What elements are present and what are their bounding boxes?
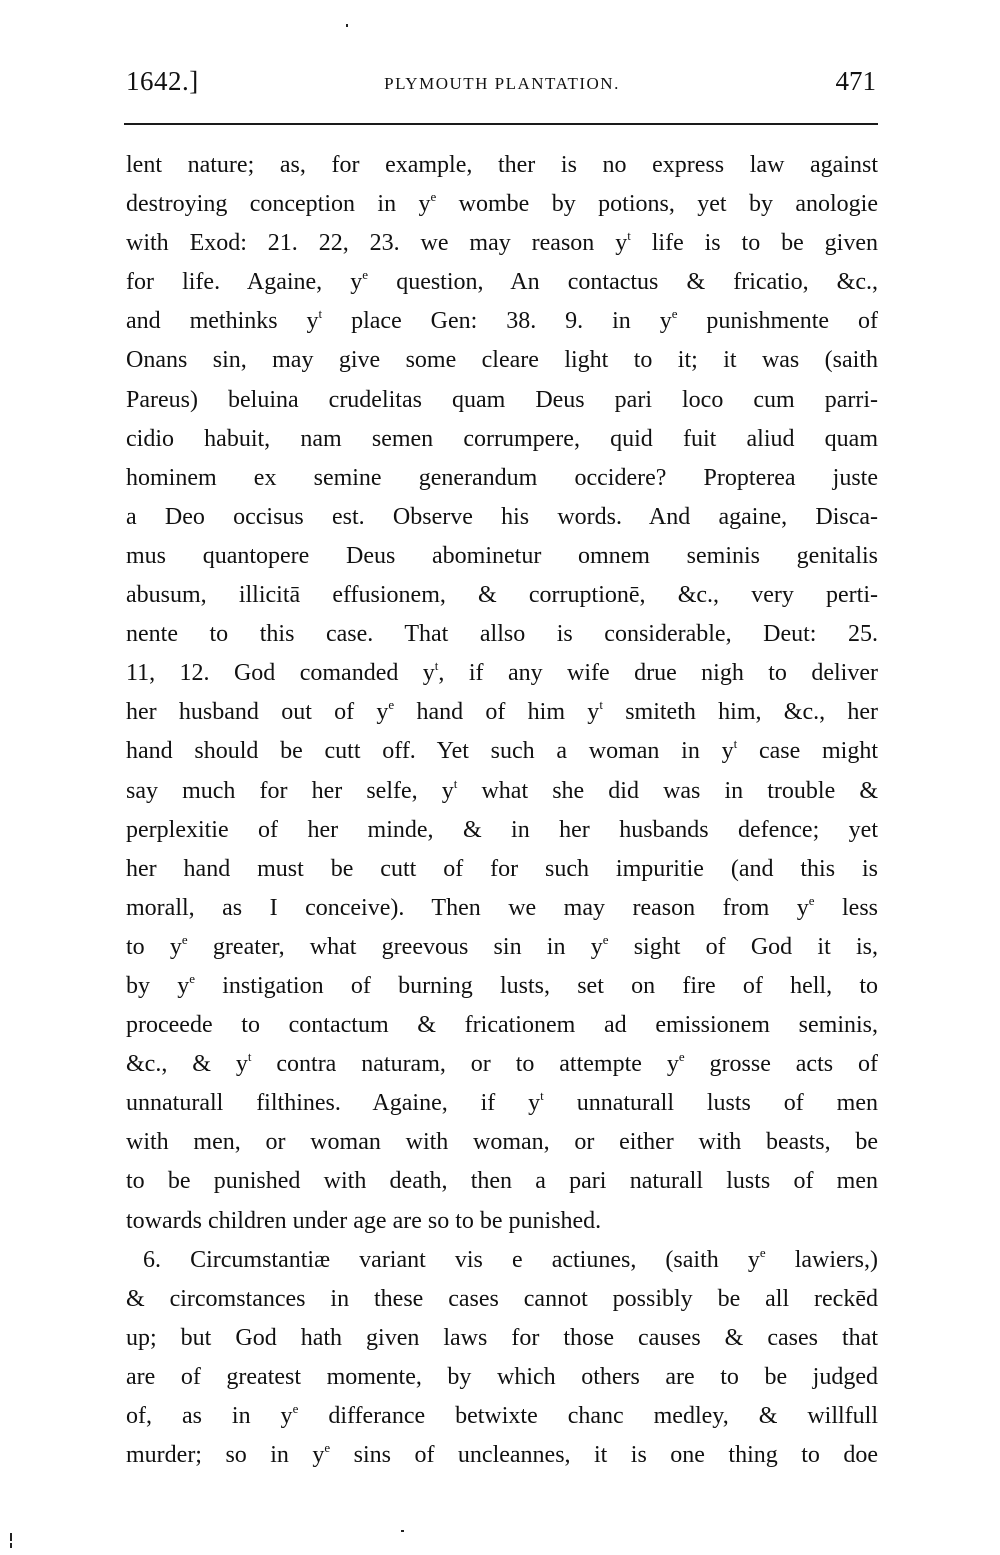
superscript-abbreviation: t [247,1049,252,1065]
text-line [126,1202,878,1241]
text-segment: murder; so in y [126,1442,325,1469]
text-segment: life is to be given [630,230,878,257]
text-line [126,654,878,693]
header-year: 1642.] [126,66,199,96]
text-segment: & circomstances in these cases cannot possibly be all reckēd [126,1285,878,1312]
text-segment: differance betwixte chanc medley, & willfull [298,1403,878,1429]
text-line [126,615,878,654]
text-line [126,459,878,498]
superscript-abbreviation: e [808,892,815,908]
superscript-abbreviation: t [318,306,323,322]
superscript-abbreviation: e [602,931,609,947]
text-segment: say much for her selfe, y [126,777,454,804]
scan-speck [401,1530,404,1532]
scan-speck [10,1533,12,1541]
text-line [126,850,878,889]
text-segment: Pareus) beluina crudelitas quam Deus pari loco cum parri- [126,386,878,413]
superscript-abbreviation: e [324,1440,331,1456]
text-segment: Onans sin, may give some cleare light to it; it was (saith [126,347,878,374]
text-line [126,772,878,811]
text-segment: her husband out of y [126,699,389,726]
text-line [126,1006,878,1045]
text-segment: towards children under age are so to be punished. [126,1207,602,1234]
text-line [126,1241,878,1280]
superscript-abbreviation: e [181,931,188,947]
text-line [126,928,878,967]
text-segment: nente to this case. That allso is considerable, Deut: 25. [126,621,878,648]
text-line [126,967,878,1006]
superscript-abbreviation: e [671,306,678,322]
text-line [126,185,878,224]
text-segment: case might [737,738,878,765]
text-segment: smiteth him, &c., her [602,699,879,726]
text-segment: instigation of burning lusts, set on fire of hell, to [195,972,879,999]
text-segment: proceede to contactum & fricationem ad emissionem seminis, [126,1012,878,1039]
superscript-abbreviation: t [599,697,603,713]
superscript-abbreviation: e [430,189,437,205]
text-segment: lent nature; as, for example, ther is no express law against [126,152,878,178]
text-segment: hominem ex semine generandum occidere? Propterea juste [126,464,878,491]
superscript-abbreviation: t [627,228,631,244]
text-segment: unnaturall lusts of men [543,1090,878,1117]
text-segment: morall, as I conceive). Then we may reason from y [126,894,809,921]
superscript-abbreviation: e [759,1244,766,1260]
text-line [126,1123,878,1162]
text-segment: sight of God it is, [608,933,878,960]
text-segment: 11, 12. God comanded y [126,660,435,687]
text-segment: with Exod: 21. 22, 23. we may reason y [126,230,628,257]
text-line [126,1045,878,1084]
text-segment: hand should be cutt off. Yet such a woman in y [126,738,734,765]
scan-speck [10,1543,12,1548]
superscript-abbreviation: e [189,970,196,986]
text-segment: and methinks y [126,308,319,335]
text-line [126,420,878,459]
superscript-abbreviation: e [678,1049,685,1065]
superscript-abbreviation: e [292,1401,299,1416]
text-segment: place Gen: 38. 9. in y [322,308,672,335]
text-segment: by y [126,972,190,999]
text-segment: abusum, illicitā effusionem, & corruptionē, &c., very perti- [126,582,878,609]
text-line [126,1358,878,1397]
text-line [126,732,878,771]
text-line [126,1084,878,1123]
superscript-abbreviation: t [540,1088,544,1104]
text-line [126,811,878,850]
body-text [126,146,878,1475]
text-segment: contra naturam, or to attempte y [251,1051,679,1078]
text-line [126,1319,878,1358]
text-segment: lawiers,) [765,1246,878,1273]
text-segment: perplexitie of her minde, & in her husbands defence; yet [126,816,878,843]
text-segment: of, as in y [126,1403,293,1429]
text-segment: destroying conception in y [126,191,431,218]
text-segment: are of greatest momente, by which others are to be judged [126,1363,878,1390]
text-segment: &c., & y [126,1051,248,1078]
text-segment: to y [126,933,182,960]
text-line [126,1162,878,1201]
text-segment: up; but God hath given laws for those causes & cases that [126,1324,878,1351]
superscript-abbreviation: e [362,267,369,283]
text-segment: less [814,894,878,921]
text-line [126,1436,878,1475]
header-title: PLYMOUTH PLANTATION. [384,74,620,93]
text-line [126,693,878,732]
text-line [126,537,878,576]
page-number: 471 [835,66,876,96]
text-line [126,381,878,420]
text-segment: hand of him y [394,699,600,726]
text-segment: what she did was in trouble & [457,777,878,804]
text-segment: 6. Circumstantiæ variant vis e actiunes, (saith y [143,1246,760,1273]
text-segment: punishmente of [677,308,879,335]
text-segment: for life. Againe, y [126,269,363,296]
text-segment: to be punished with death, then a pari naturall lusts of men [126,1168,878,1195]
text-segment: greater, what greevous sin in y [187,933,603,960]
text-line [126,498,878,537]
text-line [126,1397,878,1436]
text-line [126,576,878,615]
text-line [126,263,878,302]
text-segment: , if any wife drue nigh to deliver [438,660,878,687]
text-line [126,1280,878,1319]
text-segment: grosse acts of [684,1051,878,1078]
header-rule [124,123,878,125]
text-segment: mus quantopere Deus abominetur omnem seminis genitalis [126,542,878,569]
superscript-abbreviation: t [733,736,738,752]
text-segment: sins of uncleannes, it is one thing to doe [330,1442,878,1469]
text-segment: question, An contactus & fricatio, &c., [368,269,879,296]
text-line [126,146,878,185]
text-line [126,224,878,263]
superscript-abbreviation: t [434,658,439,674]
scan-speck [346,24,348,27]
text-segment: with men, or woman with woman, or either with beasts, be [126,1129,878,1156]
text-line [126,302,878,341]
text-line [126,341,878,380]
superscript-abbreviation: t [453,775,458,791]
text-segment: unnaturall filthines. Againe, if y [126,1090,541,1117]
running-header [126,66,878,106]
superscript-abbreviation: e [388,697,395,713]
text-segment: her hand must be cutt of for such impuritie (and this is [126,855,878,882]
text-line [126,889,878,928]
text-segment: wombe by potions, yet by anologie [436,191,878,218]
text-segment: a Deo occisus est. Observe his words. And againe, Disca- [126,503,878,530]
text-segment: cidio habuit, nam semen corrumpere, quid fuit aliud quam [126,425,878,452]
